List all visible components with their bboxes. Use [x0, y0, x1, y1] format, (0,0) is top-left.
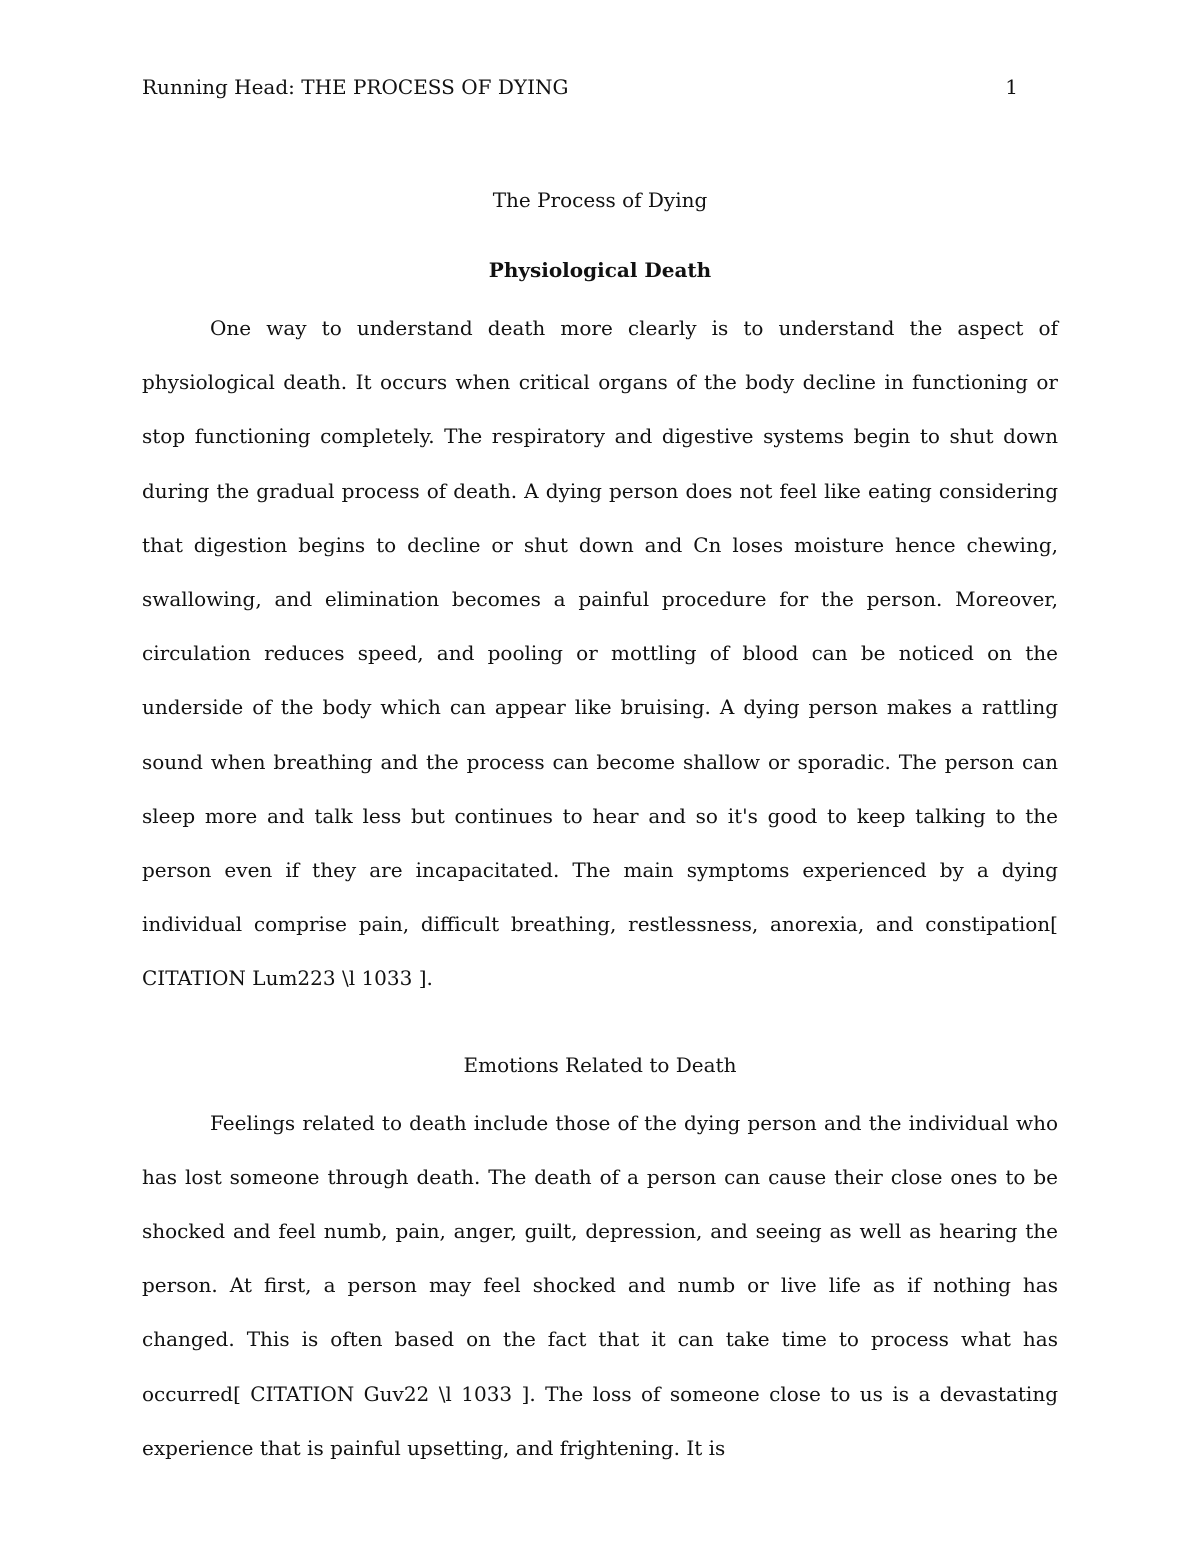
document-body	[142, 185, 1058, 1475]
running-head: Running Head: THE PROCESS OF DYING	[142, 75, 569, 99]
paragraph-physiological-death: One way to understand death more clearly is to understand the aspect of physiological death. It occurs when critical organs of the body decline in functioning or stop functioning completely. The respiratory and digestive systems begin to shut down during the gradual process of death. A dying person does not feel like eating considering that digestion begins to decline or shut down and Cn loses moisture hence chewing, swallowing, and elimination becomes a painful procedure for the person. Moreover, circulation reduces speed, and pooling or mottling of blood can be noticed on the underside of the body which can appear like bruising. A dying person makes a rattling sound when breathing and the process can become shallow or sporadic. The person can sleep more and talk less but continues to hear and so it's good to keep talking to the person even if they are incapacitated. The main symptoms experienced by a dying individual comprise pain, difficult breathing, restlessness, anorexia, and constipation[ CITATION Lum223 \l 1033 ].	[142, 316, 1058, 991]
section-heading-emotions-related-to-death: Emotions Related to Death	[463, 1052, 737, 1077]
page-header	[142, 72, 1018, 102]
document-title: The Process of Dying	[492, 188, 708, 212]
page-number: 1	[1005, 75, 1018, 99]
section-heading-physiological-death: Physiological Death	[488, 258, 712, 282]
paragraph-emotions-related-to-death: Feelings related to death include those of the dying person and the individual who has lost someone through death. The death of a person can cause their close ones to be shocked and feel numb, pain, anger, guilt, depression, and seeing as well as hearing the person. At first, a person may feel shocked and numb or live life as if nothing has changed. This is often based on the fact that it can take time to process what has occurred[ CITATION Guv22 \l 1033 ]. The loss of someone close to us is a devastating experience that is painful upsetting, and frightening. It is	[142, 1110, 1058, 1460]
